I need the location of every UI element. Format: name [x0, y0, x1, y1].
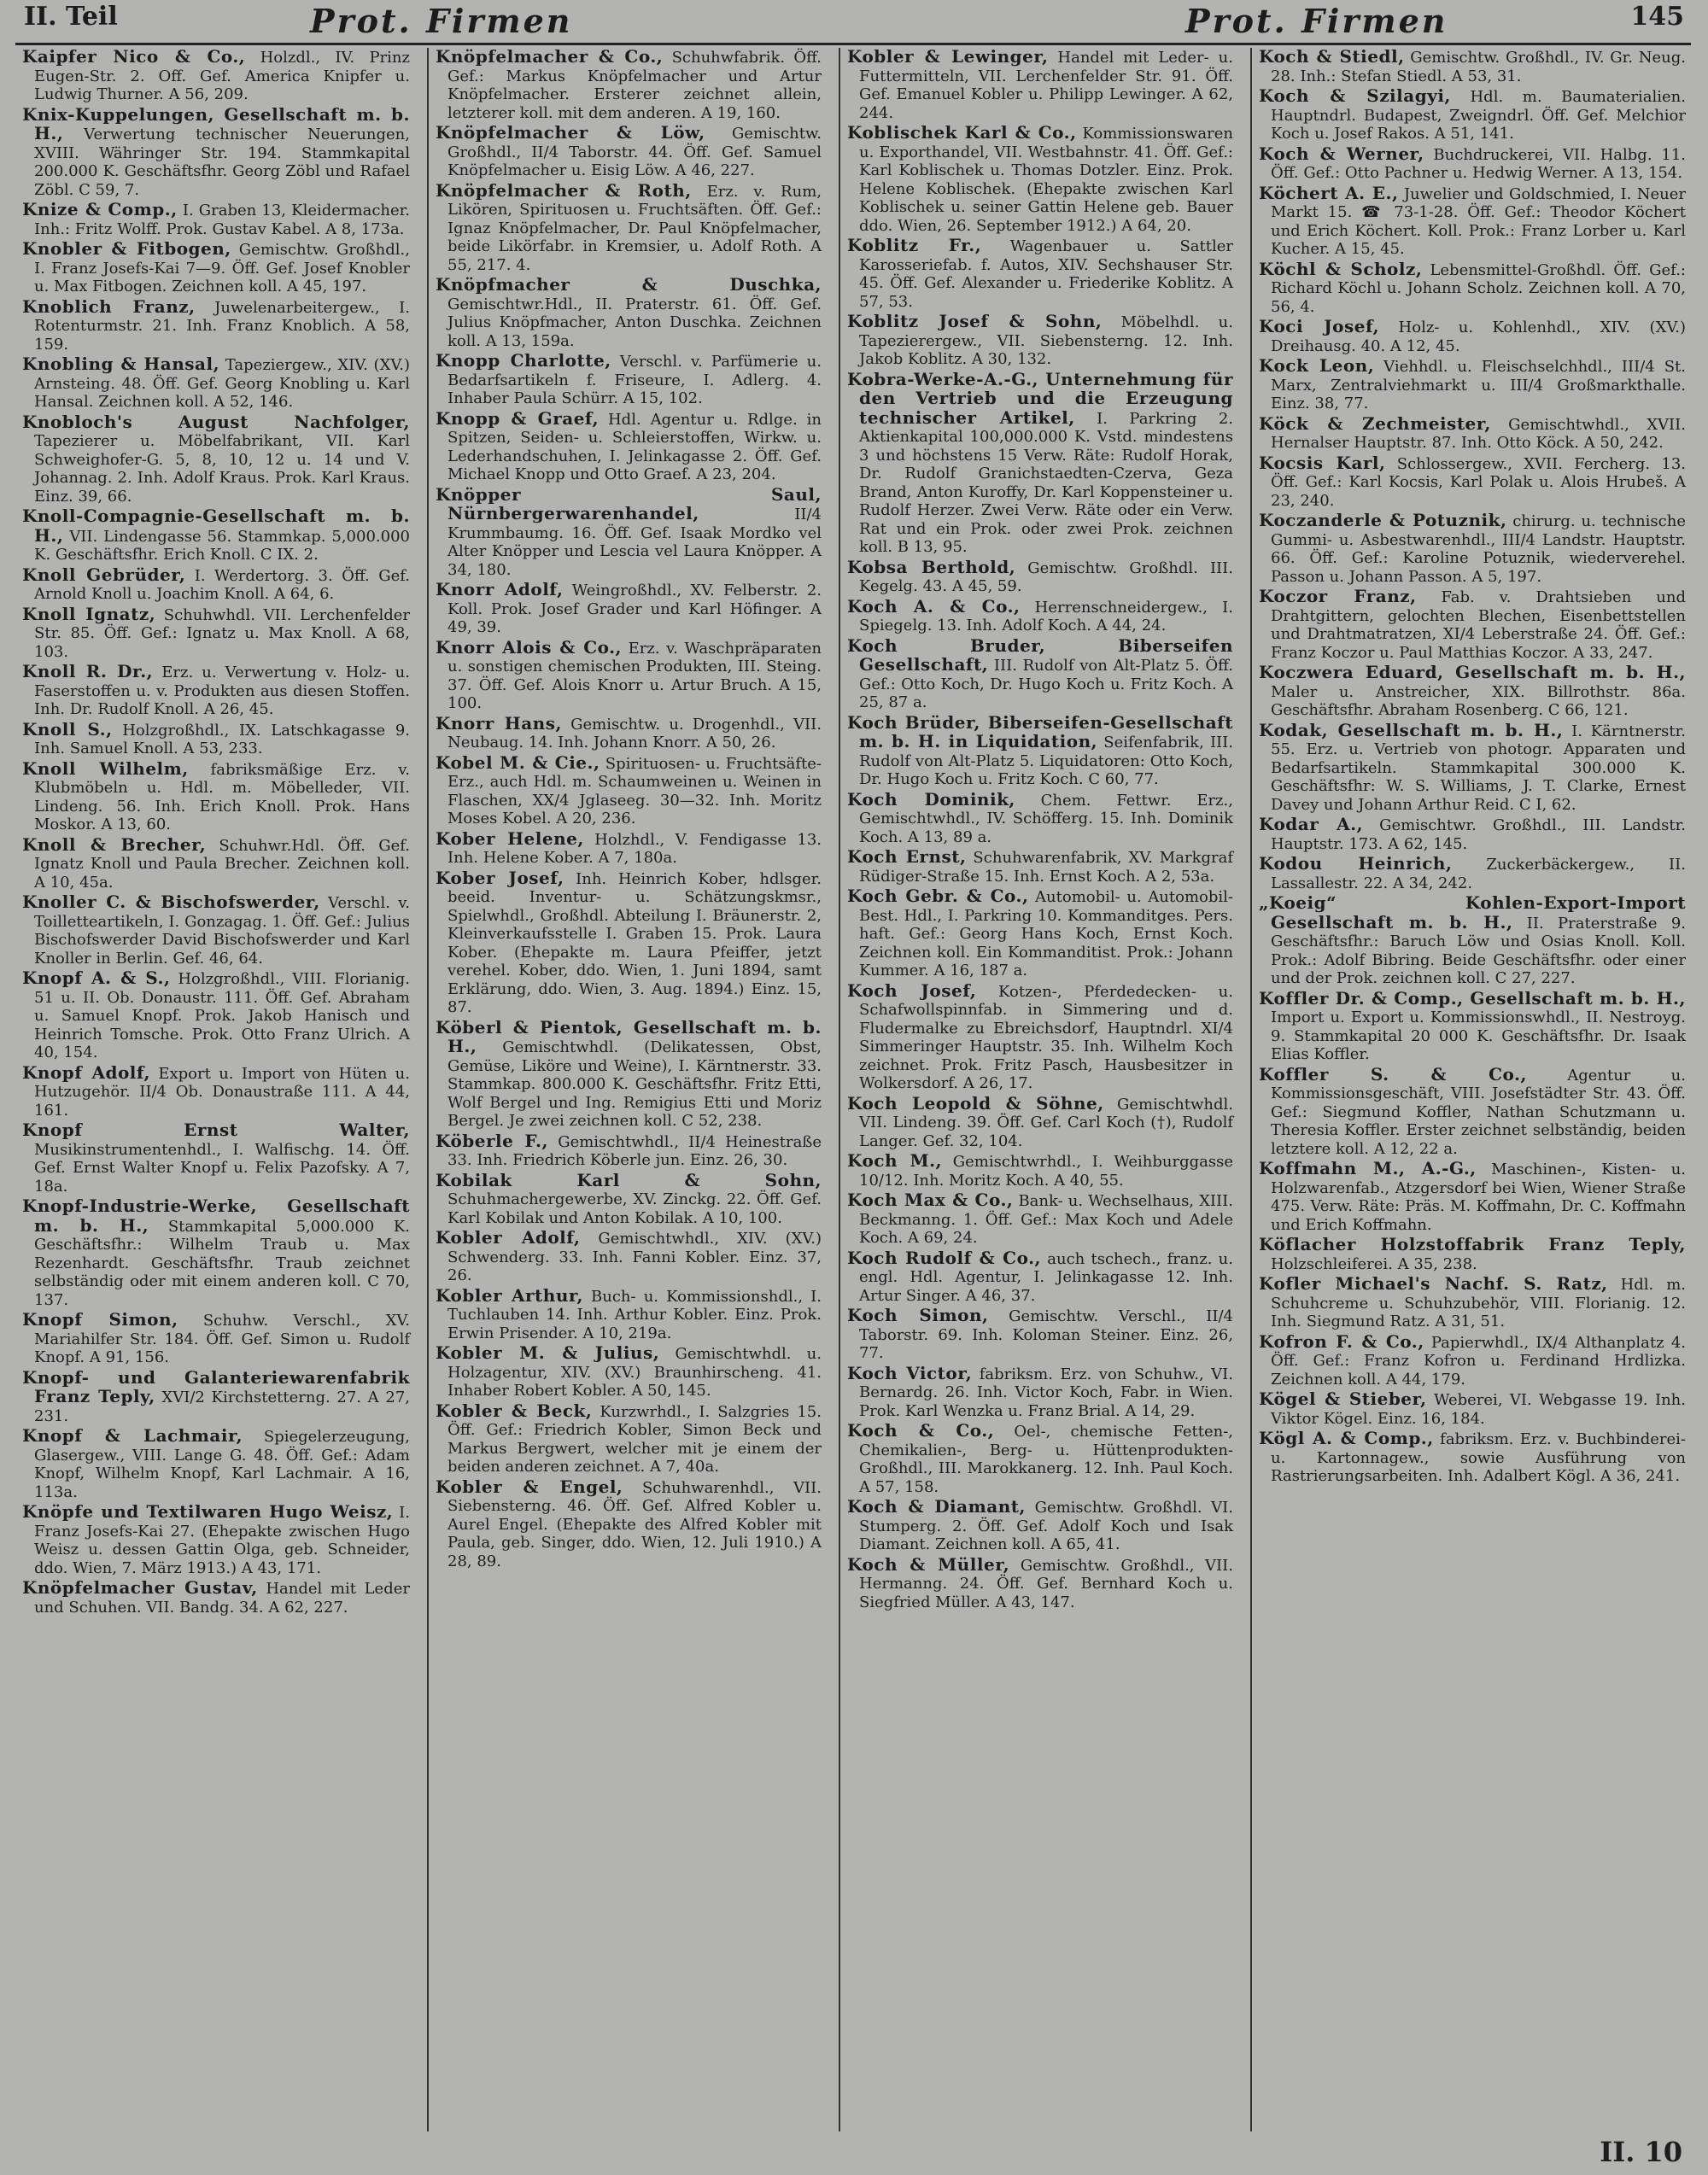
- entry-details: I. Parkring 2. Aktienkapital 100,000.000 K. Vstd. mindestens 3 und höchstens 15 Verw. Räte: Rudolf Horak, Dr. Rudolf Granichstaedten-Czerva, Geza Brand, Anton Kuroffy, Dr. Karl Koppensteiner u. Rudolf Herzer. Zwei Verw. Räte oder ein Verw. Rat und ein Prok. oder zwei Prok. zeichnen koll. B 13, 95.: [859, 409, 1233, 556]
- directory-entry: [22, 1579, 410, 1617]
- directory-entry: [22, 1311, 410, 1367]
- directory-entry: [1259, 1330, 1687, 1389]
- entry-details: Gemischtw. Verschl., II/4 Taborstr. 69. Inh. Koloman Steiner. Einz. 26, 77.: [859, 1307, 1233, 1362]
- entry-details: Gemischtwhdl., XVII. Hernalser Hauptstr. 87. Inh. Otto Köck. A 50, 242.: [1271, 415, 1686, 452]
- firm-name: Knopf-Industrie-Werke, Gesellschaft m. b. H.,: [22, 1196, 410, 1236]
- firm-name: Knopp & Graef,: [436, 407, 600, 429]
- firm-name: Koch Dominik,: [847, 788, 1015, 810]
- directory-entry: [1259, 412, 1686, 453]
- firm-name: Knoll Gebrüder,: [22, 564, 186, 585]
- firm-name: Koch Gebr. & Co.,: [847, 886, 1029, 906]
- firm-name: Knöpfelmacher & Co.,: [436, 48, 664, 67]
- firm-name: Kögel & Stieber,: [1259, 1389, 1427, 1409]
- directory-entry: [436, 869, 822, 1017]
- firm-name: Koch Victor,: [847, 1362, 973, 1383]
- directory-entry: [847, 1092, 1233, 1151]
- entry-details: Handel mit Leder- u. Futtermitteln, VII. Lerchenfelder Str. 91. Öff. Gef. Emanuel Kobler u. Philipp Lewinger. A 62, 244.: [859, 49, 1233, 122]
- firm-name: Koczwera Eduard, Gesellschaft m. b. H.,: [1259, 662, 1686, 682]
- firm-name: Knorr Hans,: [436, 712, 562, 734]
- directory-entry: [436, 276, 822, 350]
- firm-name: Koch Simon,: [847, 1305, 989, 1325]
- directory-entry: [22, 201, 410, 238]
- entry-details: I. Kärntnerstr. 55. Erz. u. Vertrieb von photogr. Apparaten und Bedarfsartikeln. Stammkapital 300.000 K. Geschäftsfhr: W. S. Williams, J. T. Clarke, Ernest Davey und Johann Arthur Reid. C I, 62.: [1271, 722, 1686, 814]
- firm-name: Knopf Simon,: [22, 1309, 178, 1330]
- directory-entry: [847, 634, 1233, 712]
- entry-details: XVI/2 Kirchstetterng. 27. A 27, 231.: [34, 1389, 410, 1425]
- entry-details: Musikinstrumentenhdl., I. Walfischg. 14. Öff. Gef. Ernst Walter Knopf u. Felix Pazofsky. A 7, 18a.: [34, 1140, 410, 1196]
- firm-name: Köberle F.,: [436, 1130, 548, 1151]
- firm-name: Knöpper Saul, Nürnbergerwarenhandel,: [436, 483, 822, 523]
- directory-entry: [22, 718, 411, 758]
- firm-name: Knobling & Hansal,: [22, 354, 220, 374]
- firm-name: Koch Rudolf & Co.,: [847, 1247, 1042, 1268]
- entry-details: I. Franz Josefs-Kai 27. (Ehepakte zwischen Hugo Weisz u. dessen Gattin Olga, geb. Schneider, ddo. Wien, 7. März 1913.) A 43, 171.: [34, 1504, 410, 1577]
- entry-details: Holzgroßhdl., VIII. Florianig. 51 u. II. Ob. Donaustr. 111. Öff. Gef. Abraham u. Samuel Knopf. Prok. Jakob Hanisch und Heinrich Tomsche. Prok. Otto Franz Ulrich. A 40, 154.: [34, 970, 410, 1061]
- directory-entry: [436, 1169, 822, 1228]
- firm-name: Koch Leopold & Söhne,: [847, 1092, 1104, 1114]
- directory-entry: [847, 124, 1233, 235]
- firm-name: Koch Josef,: [847, 979, 977, 1001]
- column-1: [15, 48, 417, 2131]
- directory-entry: [1259, 816, 1686, 853]
- firm-name: Koci Josef,: [1259, 316, 1380, 336]
- firm-name: Knorr Adolf,: [436, 579, 564, 599]
- entry-details: Erz. v. Waschpräparaten u. sonstigen chemischen Produkten, III. Steing. 37. Öff. Gef. Alois Knorr u. Artur Bruch. A 15, 100.: [447, 639, 822, 712]
- firm-name: Köchert A. E.,: [1259, 182, 1399, 203]
- entry-details: Seifenfabrik, III. Rudolf von Alt-Platz 5. Liquidatoren: Otto Koch, Dr. Hugo Koch u. Fritz Koch. C 60, 77.: [859, 734, 1233, 788]
- directory-entry: [22, 355, 410, 412]
- directory-entry: [847, 788, 1233, 847]
- entry-details: Gemischtw. Großhdl., I. Franz Josefs-Kai 7—9. Öff. Gef. Josef Knobler u. Max Fitbogen. Zeichnen koll. A 45, 197.: [34, 241, 410, 295]
- entry-details: Verwertung technischer Neuerungen, XVIII. Währinger Str. 194. Stammkapital 200.000 K. Geschäftsfhr. Georg Zöbl und Rafael Zöbl. C 59, 7.: [34, 126, 410, 199]
- firm-name: Koch Bruder, Biberseifen Gesellschaft,: [847, 634, 1233, 675]
- directory-entry: [1259, 48, 1686, 85]
- firm-name: Knobloch's August Nachfolger,: [22, 411, 410, 432]
- directory-entry: [847, 1152, 1233, 1190]
- firm-name: Koch Brüder, Biberseifen-Gesellschaft m. b. H. in Liquidation,: [847, 711, 1233, 751]
- entry-details: Schuhwr.Hdl. Öff. Gef. Ignatz Knoll und Paula Brecher. Zeichnen koll. A 10, 45a.: [34, 836, 410, 892]
- firm-name: Koch A. & Co.,: [847, 595, 1021, 617]
- firm-name: Knoll Ignatz,: [22, 603, 156, 624]
- entry-details: II. Praterstraße 9. Geschäftsfhr.: Baruch Löw und Osias Knoll. Koll. Prok.: Adolf Bibring. Beide Geschäftsfhr. oder einer und der Prok. zeichnen koll. C 27, 227.: [1271, 914, 1686, 987]
- entry-details: Handel mit Leder und Schuhen. VII. Bandg. 34. A 62, 227.: [34, 1580, 410, 1617]
- firm-name: Koch & Stiedl,: [1259, 48, 1405, 67]
- entry-details: Holzschleiferei. A 35, 238.: [1271, 1254, 1477, 1273]
- directory-entry: [22, 507, 410, 564]
- entry-details: fabriksm. Erz. v. Buchbinderei- u. Kartonnagew., sowie Ausführung von Rastrierungsarbeiten. Inh. Adalbert Kögl. A 36, 241.: [1271, 1430, 1686, 1485]
- firm-name: Knoller C. & Bischofswerder,: [22, 892, 320, 912]
- page-header: [15, 0, 1691, 45]
- directory-entry: [22, 295, 410, 354]
- entry-details: Tapezierer u. Möbelfabrikant, VII. Karl Schweighofer-G. 5, 8, 10, 12 u. 14 und V. Johannag. 2. Inh. Adolf Kraus. Prok. Karl Kraus. Einz. 39, 66.: [34, 432, 410, 506]
- directory-entry: [436, 124, 822, 180]
- directory-entry: [847, 1362, 1234, 1421]
- firm-name: Kobilak Karl & Sohn,: [436, 1169, 822, 1190]
- directory-entry: [436, 751, 822, 828]
- directory-entry: [1259, 260, 1686, 317]
- entry-details: chirurg. u. technische Gummi- u. Asbestwarenhdl., III/4 Landstr. Hauptstr. 66. Öff. Gef.: Karoline Potuznik, wiederverehel. Passon u. Johann Passon. A 5, 197.: [1271, 512, 1687, 586]
- entry-details: Gemischtwhdl. VII. Lindeng. 39. Öff. Gef. Carl Koch (†), Rudolf Langer. Gef. 32, 104.: [859, 1095, 1233, 1150]
- firm-name: Kobra-Werke-A.-G., Unternehmung für den Vertrieb und die Erzeugung technischer Artikel,: [847, 368, 1233, 428]
- firm-name: Kaipfer Nico & Co.,: [22, 48, 246, 67]
- firm-name: „Koeig“ Kohlen-Export-Import Gesellschaft m. b. H.,: [1259, 892, 1686, 933]
- firm-name: Koch & Diamant,: [847, 1496, 1026, 1517]
- directory-entry: [847, 1191, 1233, 1248]
- firm-name: Koczanderle & Potuznik,: [1259, 510, 1507, 530]
- directory-entry: [847, 1307, 1233, 1363]
- directory-entry: [22, 1121, 410, 1196]
- firm-name: Koch & Müller,: [847, 1553, 1010, 1575]
- directory-entry: [22, 969, 410, 1062]
- directory-entry: [22, 757, 411, 834]
- entry-details: Weberei, VI. Webgasse 19. Inh. Viktor Kögel. Einz. 16, 184.: [1271, 1391, 1686, 1428]
- entry-details: Gemischtw. Großhdl. VI. Stumperg. 2. Öff. Gef. Adolf Koch und Isak Diamant. Zeichnen koll. A 65, 41.: [859, 1499, 1233, 1553]
- entry-details: Hdl. m. Schuhcreme u. Schuhzubehör, VIII. Florianig. 12. Inh. Siegmund Ratz. A 31, 51.: [1271, 1276, 1686, 1330]
- column-4: [1250, 48, 1693, 2131]
- entry-details: Tapeziergew., XIV. (XV.) Arnsteing. 48. Öff. Gef. Georg Knobling u. Karl Hansal. Zeichnen koll. A 52, 146.: [34, 356, 410, 411]
- firm-name: Kobler & Engel,: [436, 1476, 623, 1497]
- entry-details: Automobil- u. Automobil-Best. Hdl., I. Parkring 10. Kommanditges. Pers. haft. Gef.: Georg Hans Koch, Ernst Koch. Zeichnen koll. Ein Kommanditist. Prok.: Johann Kummer. A 16, 187 a.: [859, 888, 1233, 979]
- directory-entry: [436, 1229, 822, 1285]
- firm-name: Kögl A. & Comp.,: [1259, 1428, 1434, 1448]
- entry-details: Lebensmittel-Großhdl. Öff. Gef.: Richard Köchl u. Johann Scholz. Zeichnen koll. A 70, 56, 4.: [1271, 260, 1686, 316]
- firm-name: Koffler S. & Co.,: [1259, 1063, 1527, 1085]
- firm-name: Kofler Michael's Nachf. S. Ratz,: [1259, 1273, 1608, 1294]
- entry-details: Juwelier und Goldschmied, I. Neuer Markt 15. ☎ 73-1-28. Öff. Gef.: Theodor Köchert und Erich Köchert. Koll. Prok.: Franz Lorber u. Karl Kucher. A 15, 45.: [1271, 184, 1686, 258]
- directory-entry: [22, 566, 410, 604]
- directory-entry: [22, 663, 410, 719]
- directory-entry: [847, 368, 1233, 557]
- entry-details: Gemischtwhdl., XIV. (XV.) Schwenderg. 33. Inh. Fanni Kobler. Einz. 37, 26.: [447, 1230, 822, 1284]
- entry-details: Agentur u. Kommissionsgeschäft, VIII. Josefstädter Str. 43. Öff. Gef.: Siegmund Koffler, Nathan Schutzmann u. Theresia Koffler. Erster zeichnet selbständig, beiden letztere koll. A 12, 22 a.: [1271, 1066, 1686, 1158]
- entry-details: Weingroßhdl., XV. Felberstr. 2. Koll. Prok. Josef Grader und Karl Höfinger. A 49, 39.: [447, 582, 822, 636]
- entry-details: Gemischtwhdl., II/4 Heinestraße 33. Inh. Friedrich Köberle jun. Einz. 26, 30.: [447, 1132, 822, 1169]
- firm-name: Knoblich Franz,: [22, 295, 196, 317]
- directory-entry: [1259, 894, 1686, 988]
- directory-entry: [436, 712, 822, 752]
- directory-entry: [436, 407, 822, 484]
- entry-details: Gemischtw. Großhdl. III. Kegelg. 43. A 45, 59.: [859, 558, 1233, 595]
- directory-entry: [436, 1132, 822, 1170]
- directory-entry: [1259, 719, 1686, 815]
- entry-details: Import u. Export u. Kommissionswhdl., II. Nestroyg. 9. Stammkapital 20 000 K. Geschäftsfhr. Dr. Isaak Elias Koffler.: [1271, 1009, 1686, 1063]
- directory-entry: [1259, 1236, 1686, 1273]
- entry-details: Kommissionswaren u. Exporthandel, VII. Westbahnstr. 41. Öff. Gef.: Karl Koblischek u. Thomas Dotzler. Einz. Prok. Helene Koblischek. (Ehepakte zwischen Karl Koblischek u. seiner Gattin Helene geb. Bauer ddo. Wien, 26. September 1912.) A 64, 20.: [859, 125, 1233, 235]
- directory-entry: [1259, 588, 1686, 662]
- directory-entry: [1259, 184, 1686, 259]
- directory-entry: [22, 833, 410, 892]
- entry-details: I. Werdertorg. 3. Öff. Gef. Arnold Knoll u. Joachim Knoll. A 64, 6.: [34, 566, 410, 603]
- directory-entry: [436, 1344, 822, 1400]
- directory-entry: [22, 103, 410, 200]
- directory-entry: [1259, 87, 1686, 143]
- entry-details: Oel-, chemische Fetten-, Chemikalien-, Berg- u. Hüttenprodukten-Großhdl., III. Marokkanerg. 12. Inh. Paul Koch. A 57, 158.: [859, 1423, 1233, 1496]
- directory-entry: [22, 240, 410, 296]
- directory-entry: [1259, 454, 1686, 511]
- firm-name: Kober Josef,: [436, 867, 564, 888]
- directory-entry: [847, 887, 1233, 980]
- entry-details: Buch- u. Kommissionshdl., I. Tuchlauben 14. Inh. Arthur Kobler. Einz. Prok. Erwin Prisender. A 10, 219a.: [447, 1287, 822, 1342]
- entry-details: Wagenbauer u. Sattler Karosseriefab. f. Autos, XIV. Sechshauser Str. 45. Öff. Gef. Alexander u. Friederike Koblitz. A 57, 53.: [859, 237, 1233, 311]
- directory-entry: [847, 1249, 1233, 1306]
- firm-name: Köck & Zechmeister,: [1259, 412, 1491, 434]
- entry-details: Stammkapital 5,000.000 K. Geschäftsfhr.: Wilhelm Traub u. Max Rezenhardt. Geschäftsfhr. Traub zeichnet selbständig oder mit einem anderen koll. C 70, 137.: [34, 1217, 410, 1309]
- firm-name: Knix-Kuppelungen, Gesellschaft m. b. H.,: [22, 103, 410, 143]
- entry-details: Erz. u. Verwertung v. Holz- u. Faserstoffen u. v. Produkten aus diesen Stoffen. Inh. Dr. Rudolf Knoll. A 26, 45.: [34, 664, 410, 718]
- entry-details: Gemischtw. u. Drogenhdl., VII. Neubaug. 14. Inh. Johann Knorr. A 50, 26.: [447, 715, 822, 751]
- section-title-right: Prot. Firmen: [1185, 2, 1448, 40]
- directory-entry: [436, 581, 822, 637]
- firm-name: Knoll-Compagnie-Gesellschaft m. b. H.,: [22, 506, 410, 546]
- entry-details: Herrenschneidergew., I. Spiegelg. 13. Inh. Adolf Koch. A 44, 24.: [859, 598, 1233, 634]
- entry-details: fabriksmäßige Erz. v. Klubmöbeln u. Hdl. m. Möbelleder, VII. Lindeng. 56. Inh. Erich Knoll. Prok. Hans Moskor. A 13, 60.: [34, 760, 411, 833]
- firm-name: Knöpfmacher & Duschka,: [436, 274, 822, 295]
- directory-entry: [1259, 1063, 1686, 1159]
- directory-entry: [847, 237, 1233, 311]
- entry-details: Schuhmachergewerbe, XV. Zinckg. 22. Öff. Gef. Karl Kobilak und Anton Kobilak. A 10, 100.: [447, 1190, 822, 1227]
- entry-details: auch tschech., franz. u. engl. Hdl. Agentur, I. Jelinkagasse 12. Inh. Artur Singer. A 46, 37.: [859, 1249, 1233, 1305]
- directory-entry: [847, 711, 1233, 789]
- entry-details: Hdl. Agentur u. Rdlge. in Spitzen, Seiden- u. Schleierstoffen, Wirkw. u. Lederhandschuhen, I. Jelinkagasse 2. Öff. Gef. Michael Knopp und Otto Graef. A 23, 204.: [447, 410, 822, 483]
- firm-name: Knoll R. Dr.,: [22, 661, 154, 681]
- entry-details: Möbelhdl. u. Tapezierergew., VII. Siebensterng. 12. Inh. Jakob Koblitz. A 30, 132.: [859, 313, 1233, 368]
- firm-name: Koblitz Josef & Sohn,: [847, 311, 1103, 331]
- directory-entry: [436, 1284, 822, 1343]
- directory-entry: [1259, 855, 1686, 892]
- directory-entry: [436, 48, 822, 122]
- directory-entry: [22, 893, 410, 968]
- directory-entry: [436, 636, 822, 713]
- firm-name: Knopf A. & S.,: [22, 968, 171, 988]
- directory-entry: [436, 483, 822, 580]
- firm-name: Koch Max & Co.,: [847, 1190, 1014, 1210]
- firm-name: Kodou Heinrich,: [1259, 853, 1453, 874]
- firm-name: Kofron F. & Co.,: [1259, 1330, 1424, 1352]
- firm-name: Kodar A.,: [1259, 814, 1364, 834]
- directory-entry: [1259, 1390, 1686, 1428]
- entry-details: Holzdl., IV. Prinz Eugen-Str. 2. Off. Gef. America Knipfer u. Ludwig Thurner. A 56, 209.: [34, 49, 410, 103]
- column-3: [839, 48, 1240, 2131]
- firm-name: Knopp Charlotte,: [436, 350, 611, 371]
- entry-details: Gemischtwrhdl., I. Weihburggasse 10/12. Inh. Moritz Koch. A 40, 55.: [859, 1153, 1234, 1190]
- entry-details: Hdl. m. Baumaterialien. Hauptndrl. Budapest, Zweigndrl. Öff. Gef. Melchior Koch u. Josef Rakos. A 51, 141.: [1271, 88, 1686, 143]
- entry-details: fabriksm. Erz. von Schuhw., VI. Bernardg. 26. Inh. Victor Koch, Fabr. in Wien. Prok. Karl Wenzka u. Franz Brial. A 14, 29.: [859, 1365, 1234, 1420]
- firm-name: Knoll & Brecher,: [22, 833, 207, 855]
- firm-name: Koblischek Karl & Co.,: [847, 122, 1077, 143]
- entry-details: Spiegelerzeugung, Glasergew., VIII. Lange G. 48. Öff. Gef.: Adam Knopf, Wilhelm Knopf, Karl Lachmair. A 16, 113a.: [34, 1428, 410, 1501]
- column-2: [427, 48, 828, 2131]
- directory-entry: [847, 1553, 1233, 1612]
- firm-name: Koch & Szilagyi,: [1259, 85, 1451, 106]
- directory-entry: [847, 48, 1233, 122]
- directory-entry: [1259, 987, 1686, 1064]
- directory-entry: [22, 605, 410, 662]
- entry-details: Gemischtw. Großhdl., II/4 Taborstr. 44. Öff. Gef. Samuel Knöpfelmacher u. Eisig Löw. A 46, 227.: [447, 125, 822, 179]
- directory-entry: [22, 1366, 410, 1426]
- directory-entry: [847, 979, 1233, 1093]
- entry-details: Spirituosen- u. Fruchtsäfte-Erz., auch Hdl. m. Schaumweinen u. Weinen in Flaschen, XX/4 Jglaseeg. 30—32. Inh. Moritz Moses Kobel. A 20, 236.: [447, 754, 822, 827]
- page-number: 145: [1630, 2, 1684, 32]
- entry-details: Inh. Heinrich Kober, hdlsger. beeid. Inventur- u. Schätzungskmsr., Spielwhdl., Großhdl. Abteilung I. Bräunerstr. 2, Kleinverkaufsstelle I. Graben 15. Prok. Laura Kober. (Ehepakte m. Laura Pfeiffer, jetzt verehel. Kober, ddo. Wien, 1. Juni 1894, samt Erklärung, ddo. Wien, 3. Aug. 1894.) Einz. 15, 87.: [447, 869, 822, 1016]
- entry-details: II/4 Krummbaumg. 16. Öff. Gef. Isaak Mordko vel Alter Knöpper und Lescia vel Laura Knöpper. A 34, 180.: [447, 506, 822, 579]
- firm-name: Köflacher Holzstoffabrik Franz Teply,: [1259, 1234, 1686, 1254]
- firm-name: Kodak, Gesellschaft m. b. H.,: [1259, 719, 1564, 740]
- entry-details: Juwelenarbeitergew., I. Rotenturmstr. 21. Inh. Franz Knoblich. A 58, 159.: [34, 298, 410, 354]
- directory-entry: [1259, 357, 1686, 413]
- entry-details: Gemischtwhdl. (Delikatessen, Obst, Gemüse, Liköre und Weine), I. Kärntnerstr. 33. Stammkap. 800.000 K. Geschäftsfhr. Fritz Etti, Wolf Bergel und Ing. Remigius Etti und Moriz Bergel. Je zwei zeichnen koll. C 52, 238.: [447, 1038, 822, 1130]
- directory-entry: [22, 48, 410, 104]
- firm-name: Köberl & Pientok, Gesellschaft m. b. H.,: [436, 1016, 822, 1056]
- entry-details: Schuhwfabrik. Öff. Gef.: Markus Knöpfelmacher und Artur Knöpfelmacher. Ersterer zeichnet allein, letzterer koll. mit dem anderen. A 19, 160.: [447, 49, 822, 122]
- entry-details: Erz. v. Rum, Likören, Spirituosen u. Fruchtsäften. Öff. Gef.: Ignaz Knöpfelmacher, Dr. Paul Knöpfelmacher, beide Likörfabr. in Kremsier, u. Adolf Roth. A 55, 217. 4.: [447, 182, 822, 274]
- directory-entry: [436, 1402, 822, 1476]
- firm-name: Kock Leon,: [1259, 355, 1375, 376]
- entry-details: Gemischtw. Großhdl., VII. Hermanng. 24. Öff. Gef. Bernhard Koch u. Siegfried Müller. A 43, 147.: [859, 1556, 1233, 1611]
- firm-name: Koch M.,: [847, 1150, 943, 1171]
- firm-name: Kobler & Beck,: [436, 1400, 593, 1421]
- directory-entry: [1259, 1430, 1686, 1486]
- directory-entry: [436, 827, 822, 868]
- directory-entry: [847, 1498, 1233, 1554]
- firm-name: Knopf- und Galanteriewarenfabrik Franz Teply,: [22, 1366, 410, 1406]
- entry-details: Kurzwrhdl., I. Salzgries 15. Öff. Gef.: Friedrich Kobler, Simon Beck und Markus Bergwert, welcher mit je einem der beiden anderen zeichnet. A 7, 40a.: [447, 1402, 822, 1476]
- entry-details: Schuhwarenhdl., VII. Siebensterng. 46. Öff. Gef. Alfred Kobler u. Aurel Engel. (Ehepakte des Alfred Kobler mit Paula, geb. Singer, ddo. Wien, 12. Juli 1910.) A 28, 89.: [447, 1478, 822, 1570]
- entry-details: Holzgroßhdl., IX. Latschkagasse 9. Inh. Samuel Knoll. A 53, 233.: [34, 721, 411, 757]
- firm-name: Knize & Comp.,: [22, 199, 178, 219]
- entry-details: Maschinen-, Kisten- u. Holzwarenfab., Atzgersdorf bei Wien, Wiener Straße 475. Verw. Räte: Präs. M. Koffmahn, Dr. C. Koffmahn und Erich Koffmahn.: [1271, 1161, 1687, 1234]
- entry-details: Fab. v. Drahtsieben und Drahtgittern, gelochten Blechen, Eisenbettstellen und Drahtmatratzen, XI/4 Leberstraße 24. Öff. Gef.: Franz Koczor u. Paul Matthias Koczor. A 33, 247.: [1271, 588, 1686, 662]
- directory-entry: [22, 413, 410, 506]
- entry-details: Schlossergew., XVII. Fercherg. 13. Öff. Gef.: Karl Kocsis, Karl Polak u. Alois Hrubeš. A 23, 240.: [1271, 454, 1686, 510]
- directory-entry: [22, 1503, 410, 1577]
- firm-name: Koch & Werner,: [1259, 143, 1424, 164]
- signature-mark: II. 10: [1600, 2136, 1682, 2168]
- directory-entry: [436, 179, 822, 275]
- entry-details: Gemischtwr.Hdl., II. Praterstr. 61. Öff. Gef. Julius Knöpfmacher, Anton Duschka. Zeichnen koll. A 13, 159a.: [447, 295, 822, 350]
- firm-name: Kobsa Berthold,: [847, 556, 1016, 577]
- directory-entry: [847, 848, 1233, 886]
- directory-entry: [1259, 1160, 1686, 1234]
- entry-details: Gemischtw. Großhdl., IV. Gr. Neug. 28. Inh.: Stefan Stiedl. A 53, 31.: [1271, 49, 1686, 85]
- directory-entry: [847, 595, 1233, 635]
- entry-details: Zuckerbäckergew., II. Lassallestr. 22. A 34, 242.: [1271, 856, 1686, 892]
- firm-name: Knöpfe und Textilwaren Hugo Weisz,: [22, 1501, 394, 1522]
- firm-name: Koffler Dr. & Comp., Gesellschaft m. b. H.,: [1259, 987, 1686, 1009]
- firm-name: Kobel M. & Cie.,: [436, 751, 600, 773]
- directory-entry: [436, 1478, 822, 1571]
- firm-name: Knoll Wilhelm,: [22, 757, 189, 779]
- directory-entry: [1259, 664, 1686, 720]
- directory-entry: [22, 1197, 410, 1309]
- entry-details: Buchdruckerei, VII. Halbg. 11. Öff. Gef.: Otto Pachner u. Hedwig Werner. A 13, 154.: [1271, 145, 1686, 182]
- entry-details: Schuhwarenfabrik, XV. Markgraf Rüdiger-Straße 15. Inh. Ernst Koch. A 2, 53a.: [859, 849, 1233, 886]
- firm-name: Kocsis Karl,: [1259, 452, 1386, 473]
- directory-entry: [1259, 318, 1686, 355]
- directory-entry: [1259, 145, 1686, 183]
- entry-details: Bank- u. Wechselhaus, XIII. Beckmanng. 1. Öff. Gef.: Max Koch und Adele Koch. A 69, 24.: [859, 1192, 1233, 1247]
- entry-details: Gemischtwr. Großhdl., III. Landstr. Hauptstr. 173. A 62, 145.: [1271, 816, 1686, 853]
- entry-details: Schuhw. Verschl., XV. Mariahilfer Str. 184. Öff. Gef. Simon u. Rudolf Knopf. A 91, 156.: [34, 1312, 410, 1366]
- entry-details: Papierwhdl., IX/4 Althanplatz 4. Öff. Gef.: Franz Kofron u. Ferdinand Hrdlizka. Zeichnen koll. A 44, 179.: [1271, 1333, 1687, 1389]
- firm-name: Knopf Adolf,: [22, 1061, 151, 1083]
- firm-name: Knöpfelmacher & Roth,: [436, 179, 692, 201]
- firm-name: Knopf Ernst Walter,: [22, 1120, 410, 1140]
- firm-name: Knopf & Lachmair,: [22, 1425, 243, 1446]
- firm-name: Knoll S.,: [22, 718, 113, 740]
- entry-details: Viehhdl. u. Fleischselchhdl., III/4 St. Marx, Zentralviehmarkt u. III/4 Großmarkthalle. Einz. 38, 77.: [1271, 358, 1686, 412]
- firm-name: Knobler & Fitbogen,: [22, 238, 231, 259]
- firm-name: Koczor Franz,: [1259, 586, 1417, 606]
- firm-name: Koffmahn M., A.-G.,: [1259, 1158, 1477, 1178]
- firm-name: Koch Ernst,: [847, 846, 967, 867]
- entry-details: VII. Lindengasse 56. Stammkap. 5,000.000 K. Geschäftsfhr. Erich Knoll. C IX. 2.: [34, 527, 410, 564]
- entry-details: Chem. Fettwr. Erz., Gemischtwhdl., IV. Schöfferg. 15. Inh. Dominik Koch. A 13, 89 a.: [859, 791, 1233, 846]
- firm-name: Koch & Co.,: [847, 1420, 995, 1441]
- entry-details: Kotzen-, Pferdedecken- u. Schafwollspinnfab. in Simmering und d. Fludermalke zu Ebreichsdorf, Hauptndrl. XI/4 Simmeringer Hauptstr. 35. Inh. Wilhelm Koch zeichnet. Prok. Fritz Pasch, Hausbesitzer in Wolkersdorf. A 26, 17.: [859, 982, 1233, 1092]
- directory-entry: [847, 558, 1233, 596]
- section-title-left: Prot. Firmen: [310, 2, 573, 40]
- entry-details: Maler u. Anstreicher, XIX. Billrothstr. 86a. Geschäftsfhr. Abraham Rosenberg. C 66, 121.: [1271, 682, 1686, 719]
- directory-entry: [1259, 1275, 1686, 1331]
- part-label: II. Teil: [24, 2, 118, 32]
- directory-entry: [847, 1422, 1233, 1496]
- firm-name: Knorr Alois & Co.,: [436, 636, 623, 658]
- entry-details: Export u. Import von Hüten u. Hutzugehör. II/4 Ob. Donaustraße 111. A 44, 161.: [34, 1064, 410, 1120]
- firm-name: Köchl & Scholz,: [1259, 258, 1423, 279]
- directory-entry: [22, 1427, 410, 1501]
- entry-details: Holzhdl., V. Fendigasse 13. Inh. Helene Kober. A 7, 180a.: [447, 830, 822, 867]
- firm-name: Kobler & Lewinger,: [847, 48, 1049, 67]
- entry-details: Gemischtwhdl. u. Holzagentur, XIV. (XV.) Braunhirscheng. 41. Inhaber Robert Kobler. A 50, 145.: [447, 1345, 822, 1400]
- firm-name: Koblitz Fr.,: [847, 235, 982, 255]
- entry-details: III. Rudolf von Alt-Platz 5. Öff. Gef.: Otto Koch, Dr. Hugo Koch u. Fritz Koch. A 25, 87 a.: [859, 657, 1233, 711]
- directory-entry: [22, 1061, 410, 1120]
- directory-entry: [436, 1016, 822, 1131]
- directory-entry: [436, 352, 822, 408]
- directory-entry: [847, 313, 1233, 369]
- firm-name: Kobler Arthur,: [436, 1284, 583, 1306]
- firm-name: Knöpfelmacher Gustav,: [22, 1577, 258, 1598]
- entry-details: Verschl. v. Toilletteartikeln, I. Gonzagag. 1. Öff. Gef.: Julius Bischofswerder David Bischofswerder und Karl Knoller in Berlin. Gef. 46, 64.: [34, 894, 410, 968]
- directory-entry: [1259, 512, 1686, 586]
- firm-name: Kobler M. & Julius,: [436, 1342, 660, 1363]
- entry-details: Holz- u. Kohlenhdl., XIV. (XV.) Dreihausg. 40. A 12, 45.: [1271, 319, 1686, 355]
- firm-name: Kober Helene,: [436, 827, 584, 849]
- entry-details: Verschl. v. Parfümerie u. Bedarfsartikeln f. Friseure, I. Adlerg. 4. Inhaber Paula Schürr. A 15, 102.: [447, 353, 822, 407]
- firm-name: Kobler Adolf,: [436, 1227, 581, 1248]
- firm-name: Knöpfelmacher & Löw,: [436, 122, 705, 143]
- entry-details: Schuhwhdl. VII. Lerchenfelder Str. 85. Öff. Gef.: Ignatz u. Max Knoll. A 68, 103.: [34, 605, 410, 661]
- entry-details: I. Graben 13, Kleidermacher. Inh.: Fritz Wolff. Prok. Gustav Kabel. A 8, 173a.: [34, 202, 410, 238]
